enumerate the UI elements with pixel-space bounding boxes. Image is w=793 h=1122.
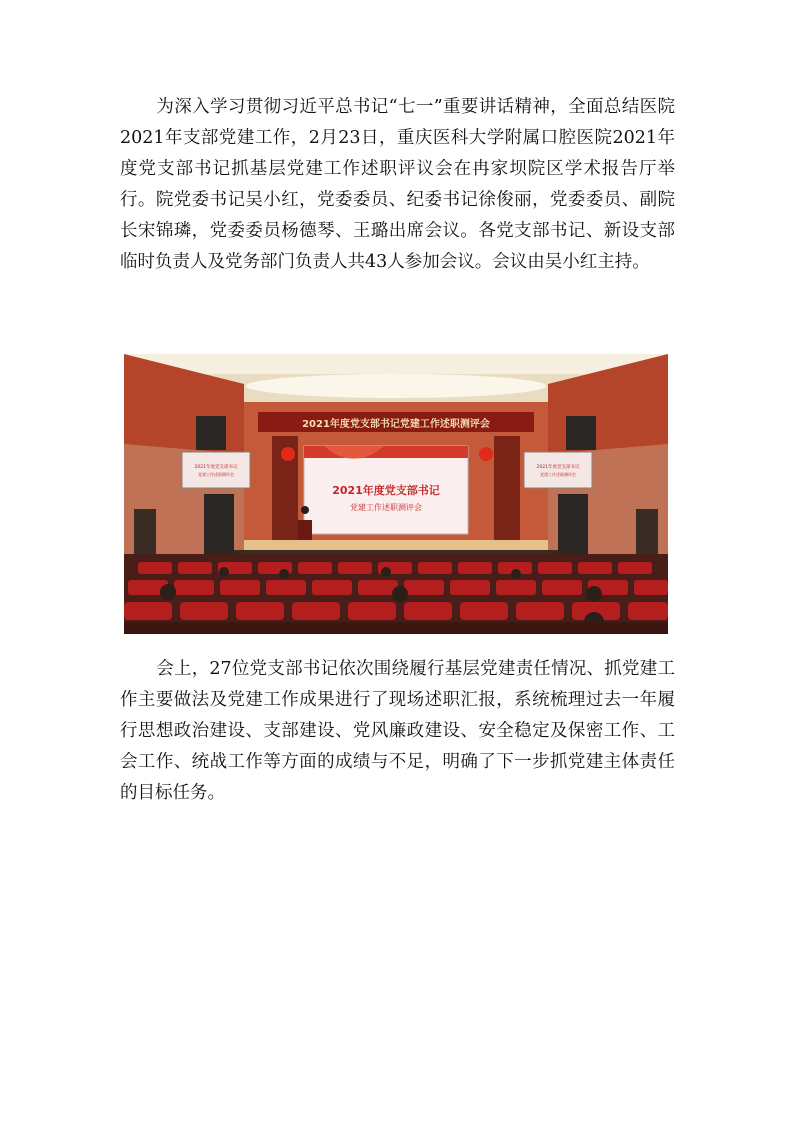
paragraph-intro [120,92,675,278]
left-side-screen-line1: 2021年度党支部书记 [194,465,238,470]
left-side-screen-line2: 党建工作述职测评会 [198,472,234,477]
right-side-screen-line2: 党建工作述职测评会 [540,472,576,477]
stage-banner: 2021年度党支部书记党建工作述职测评会 [302,419,490,430]
screen-title: 2021年度党支部书记 [332,484,440,497]
meeting-hall-photo [124,354,668,634]
paragraph-reports-text: 会上，27位党支部书记依次围绕履行基层党建责任情况、抓党建工作主要做法及党建工作成果进行了现场述职汇报，系统梳理过去一年履行思想政治建设、支部建设、党风廉政建设、安全稳定及保密工作、工会工作、统战工作等方面的成绩与不足，明确了下一步抓党建主体责任的目标任务。 [120,659,675,803]
right-side-screen-line1: 2021年度党支部书记 [536,465,580,470]
paragraph-intro-text: 为深入学习贯彻习近平总书记“七一”重要讲话精神，全面总结医院2021年支部党建工作，2月23日，重庆医科大学附属口腔医院2021年度党支部书记抓基层党建工作述职评议会在冉家坝院区学术报告厅举行。院党委书记吴小红，党委委员、纪委书记徐俊丽，党委委员、副院长宋锦璘，党委委员杨德琴、王璐出席会议。各党支部书记、新设支部临时负责人及党务部门负责人共43人参加会议。会议由吴小红主持。 [120,97,675,272]
paragraph-reports [120,654,675,809]
screen-subtitle: 党建工作述职测评会 [350,503,422,512]
